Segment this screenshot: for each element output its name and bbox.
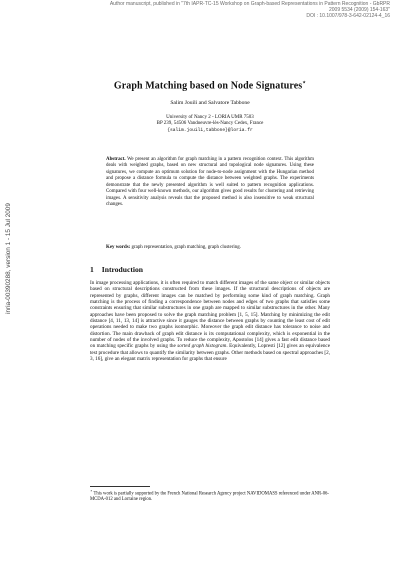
section-title: Introduction <box>101 265 144 274</box>
footnote-rule <box>90 486 150 487</box>
paper-title <box>60 79 360 91</box>
paper-authors: Salim Jouili and Salvatore Tabbone <box>170 100 250 106</box>
body-text <box>90 280 330 362</box>
header-line-3: DOI : 10.1007/978-3-642-02124-4_16 <box>306 13 390 20</box>
paper-title-text: Graph Matching based on Node Signatures <box>113 80 303 92</box>
section-number: 1 <box>90 265 94 274</box>
body-paragraph <box>90 280 330 362</box>
publication-header-note <box>90 1 390 20</box>
section-heading <box>90 265 143 274</box>
body-paragraph-end: . Equivalently, Lopresti [12] gives an equivalence test procedure that allows to quantify the similarity between graphs. Other methods based on spectral approaches [2, 3, 16], give an elegant matrix representation for graphs that ensure <box>90 343 330 363</box>
affiliation-block <box>60 115 360 134</box>
abstract-label: Abstract. <box>106 157 126 162</box>
footnote-text: This work is partially supported by the French National Research Agency project NAVIDOMASS referenced under ANR-06-MCDA-012 and Lorraine region. <box>90 491 329 503</box>
keywords-label: Key words: <box>106 245 131 250</box>
keywords-text: graph representation, graph matching, graph clustering. <box>131 245 241 250</box>
header-line-2: 2009 5534 (2009) 154-163" <box>329 7 390 14</box>
body-paragraph-start: In image processing applications, it is often required to match different images of the same object or similar objects based on structural descriptions constructed from these images. If the structural descriptions of objects are represented by graphs, different images can be matched by performing some kind of graph matching. Graph matching is the process of finding a correspondence between nodes and edges of two graphs that satisfies some constraints ensuring that similar substructures in one graph are mapped to similar substructures in the other. Many approaches have been proposed to solve the graph matching problem [1, 5, 15]. Matching by minimizing the edit distance [4, 11, 13, 14] is attractive since it gauges the distance between graphs by counting the least cost of edit operations needed to make two graphs isomorphic. Moreover the graph edit distance has tolerance to noise and distortion. The main drawback of graph edit distance is its computational complexity, which is exponential in the number of nodes of the involved graphs. To reduce the complexity, Apostolos [14] gives a fast edit distance based on matching specific graphs by using the <box>90 280 330 350</box>
affiliation-line-2: BP 239, 54506 Vandoeuvre-lès-Nancy Cedex, France <box>156 121 264 127</box>
keywords <box>106 245 314 251</box>
affiliation-line-1: University of Nancy 2 - LORIA UMR 7503 <box>166 115 254 120</box>
side-identifier <box>2 140 14 376</box>
body-italic-term: sorted graph histogram <box>177 343 227 350</box>
side-identifier-text: inria-00390288, version 1 - 15 Jul 2009 <box>4 202 12 314</box>
header-line-1: Author manuscript, published in "7th IAPR-TC-15 Workshop on Graph-based Representations in Pattern Recognition - GbRPR <box>109 1 390 7</box>
abstract <box>106 157 314 209</box>
title-footnote-mark: ⋆ <box>302 80 307 86</box>
author-email: {salim.jouili,tabbone}@loria.fr <box>167 127 253 133</box>
abstract-text: We present an algorithm for graph matching in a pattern recognition context. This algorithm deals with weighted graphs, based on new structural and topological node signatures. Using these signatures, we compute an optimum solution for node-to-node assignment with the Hungarian method and propose a distance formula to compute the distance between weighted graphs. The experiments demonstrate that the newly presented algorithm is well suited to pattern recognition applications. Compared with four well-known methods, our algorithm gives good results for clustering and retrieving images. A sensitivity analysis reveals that the proposed method is also insensitive to weak structural changes. <box>106 157 314 208</box>
footnote <box>90 489 330 503</box>
footnote-mark: ⋆ <box>90 489 93 493</box>
